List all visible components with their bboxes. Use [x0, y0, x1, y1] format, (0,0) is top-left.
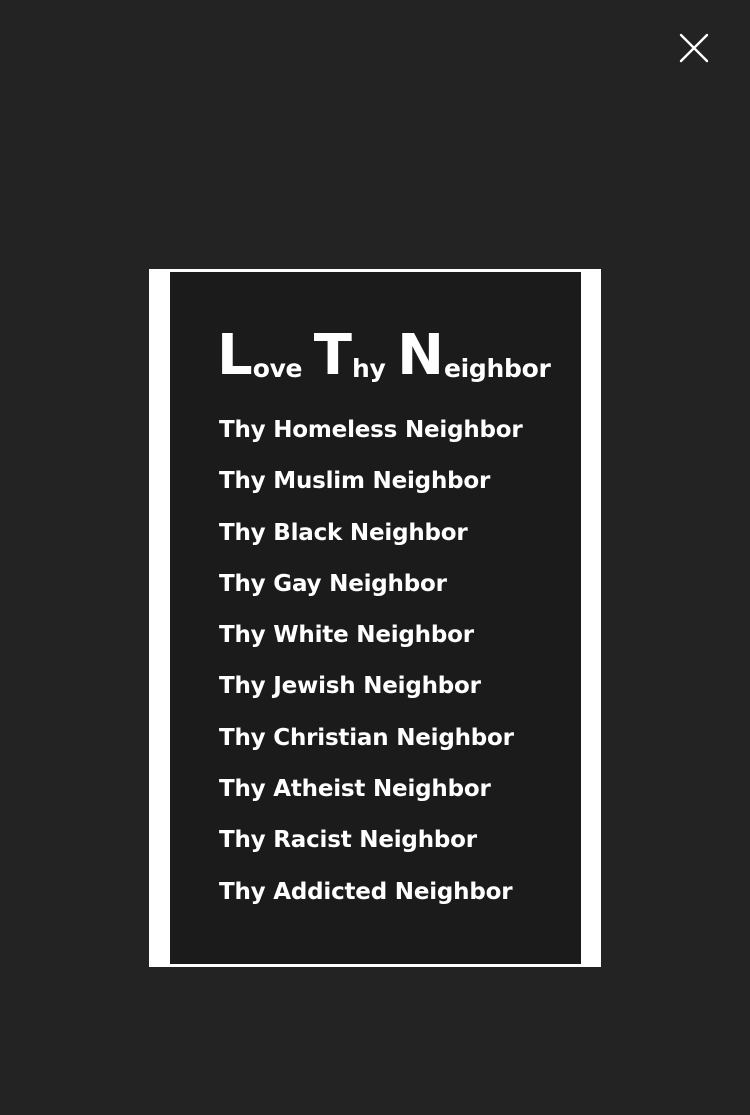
poster-line-gay: Thy Gay Neighbor [219, 570, 447, 597]
poster-line-white: Thy White Neighbor [219, 622, 474, 649]
poster-line-racist: Thy Racist Neighbor [219, 827, 477, 854]
poster-image [149, 269, 601, 967]
poster-line-homeless: Thy Homeless Neighbor [219, 417, 523, 443]
poster-line-jewish: Thy Jewish Neighbor [219, 673, 481, 700]
close-button[interactable] [672, 26, 716, 70]
poster-line-atheist: Thy Atheist Neighbor [219, 776, 491, 803]
close-icon [672, 26, 716, 70]
poster-line-christian: Thy Christian Neighbor [219, 724, 514, 751]
poster-panel [170, 272, 581, 964]
title-word-neighbor: Neighbor [397, 323, 551, 388]
poster-line-list [219, 405, 523, 918]
poster-title [217, 323, 551, 388]
poster-line-addicted: Thy Addicted Neighbor [219, 878, 513, 905]
poster-line-black: Thy Black Neighbor [219, 519, 468, 546]
title-word-love: Love [217, 323, 303, 388]
title-word-thy: Thy [313, 323, 386, 388]
poster-line-muslim: Thy Muslim Neighbor [219, 468, 491, 495]
